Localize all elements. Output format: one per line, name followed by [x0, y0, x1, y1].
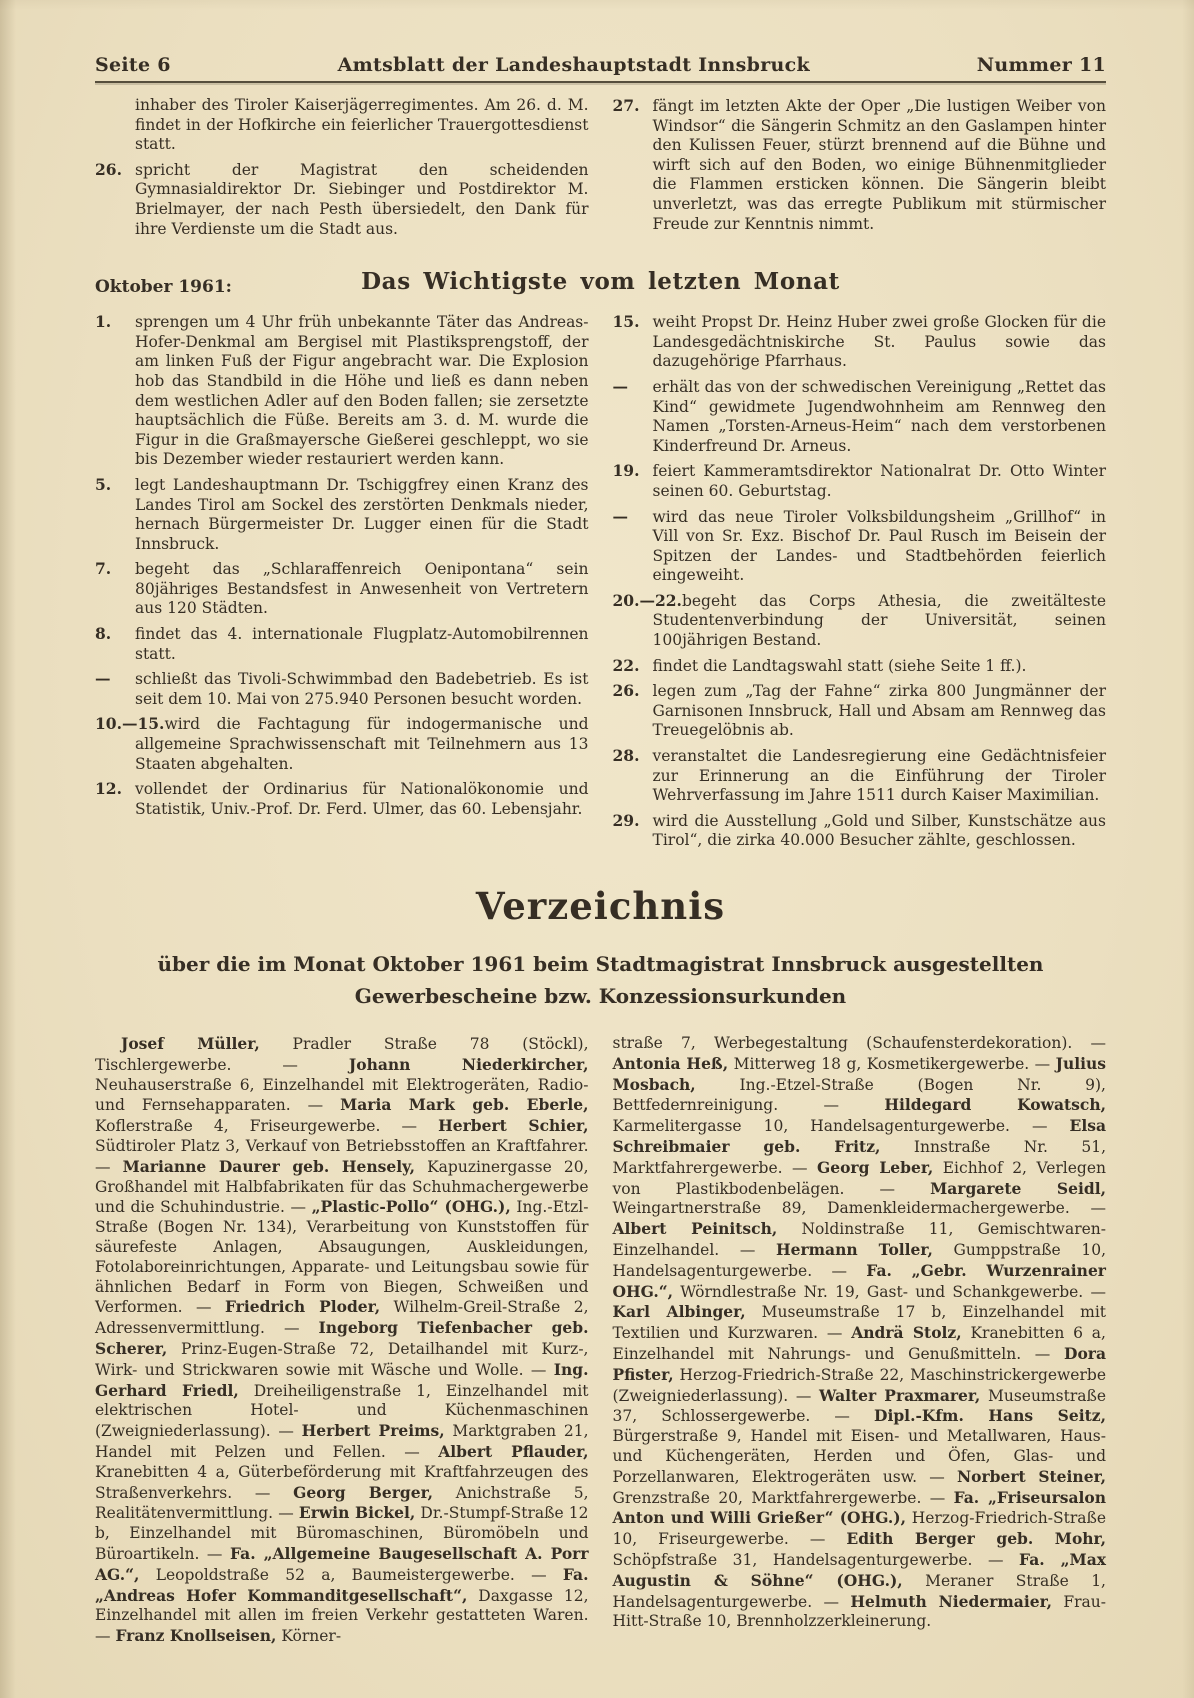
news-left-column [95, 96, 589, 244]
business-detail: Herzog-Friedrich-Straße 22, Maschinstrickergewerbe (Zweigniederlassung). — [612, 1365, 1106, 1405]
business-detail: Mitterweg 18 g, Kosmetikergewerbe. — [728, 1054, 1056, 1073]
event-item [613, 507, 1107, 586]
business-detail: Ing.-Etzel-Straße (Bogen Nr. 9), Bettfedernreinigung. — [612, 1075, 1106, 1115]
business-detail: Kapuzinergasse 20, Großhandel mit Halbfabrikaten für das Schuhmachergewerbe und die Schuhindustrie. — [95, 1157, 589, 1217]
business-detail: Meraner Straße 1, Handelsagenturgewerbe. — [612, 1571, 1106, 1611]
event-number: — [612, 376, 628, 396]
register-right-column [613, 1034, 1107, 1647]
event-item [95, 559, 589, 619]
business-detail: Marktgraben 21, Handel mit Pelzen und Fellen. — [95, 1422, 589, 1461]
events-left-column [95, 312, 589, 856]
event-text: fängt im letzten Akte der Oper „Die lustigen Weiber von Windsor“ die Sängerin Schmitz an den Gaslampen hinter den Kulissen Feuer, stürzt brennend auf die Bühne und wirft sich auf den Boden, wo einige Bühnenmitglieder die Flammen ersticken können. Die Sängerin bleibt unverletzt, was das erregte Publikum mit stürmischer Freude zur Kenntnis nimmt. [652, 97, 1106, 233]
business-detail: Körner- [276, 1627, 342, 1646]
event-text: wird die Ausstellung „Gold und Silber, Kunstschätze aus Tirol“, die zirka 40.000 Besucher zählte, geschlossen. [652, 811, 1106, 850]
business-detail: Bürgerstraße 9, Handel mit Eisen- und Metallwaren, Haus- und Küchengeräten, Herden und Öfen, Glas- und Porzellanwaren, Elektrogeräten usw. — [612, 1427, 1106, 1486]
event-text: spricht der Magistrat den scheidenden Gymnasialdirektor Dr. Siebinger und Postdirektor M. Brielmayer, der nach Pesth übersiedelt, den Dank für ihre Verdienste um die Stadt aus. [135, 160, 589, 238]
business-name: Herbert Preims, [301, 1421, 445, 1441]
event-text: feiert Kammeramtsdirektor Nationalrat Dr. Otto Winter seinen 60. Geburtstag. [652, 462, 1106, 500]
event-item [95, 669, 589, 709]
business-name: Johann Niederkircher, [348, 1054, 589, 1074]
event-item [95, 779, 589, 819]
business-name: Andrä Stolz, [851, 1323, 962, 1343]
event-text: wird das neue Tiroler Volksbildungsheim „Grillhof“ in Vill von Sr. Exz. Bischof Dr. Paul Rusch im Beisein der Spitzen der Landes- und Stadtbehörden feierlich eingeweiht. [652, 507, 1106, 585]
event-text: begeht das Corps Athesia, die zweitälteste Studentenverbindung der Universität, seinen 100jährigen Bestand. [652, 591, 1106, 650]
business-detail: Wilhelm-Greil-Straße 2, Adressenvermittlung. — [95, 1298, 589, 1338]
business-name: Hermann Toller, [775, 1239, 933, 1259]
event-number: 22. [612, 655, 640, 675]
month-label: Oktober 1961: [95, 277, 232, 298]
events-right-column [613, 312, 1107, 856]
event-number: 5. [95, 474, 112, 494]
business-detail: Frau-Hitt-Straße 10, Brennholzzerkleinerung. [612, 1592, 1106, 1631]
business-detail: Noldinstraße 11, Gemischtwaren-Einzelhandel. — [612, 1220, 1106, 1259]
event-number: 12. [95, 779, 122, 799]
business-detail: Daxgasse 12, Einzelhandel mit allen im freien Verkehr gestatteten Waren. — [95, 1586, 589, 1646]
business-detail: Ing.-Etzl-Straße (Bogen Nr. 134), Verarbeitung von Kunststoffen für säurefeste Anlagen, Absaugungen, Auskleidungen, Fotolaboreinrichtungen, Apparate- und Leitungsbau sowie für ähnlichen Bedarf in Form von Biegen, Schweißen und Verformen. — [95, 1198, 589, 1317]
news-right-column [613, 96, 1107, 244]
business-detail: straße 7, Werbegestaltung (Schaufensterdekoration). — [612, 1034, 1106, 1052]
business-detail: Weingartnerstraße 89, Damenkleidermachergewerbe. — [612, 1199, 1106, 1218]
event-number: 26. [95, 159, 122, 179]
event-text: erhält das von der schwedischen Vereinigung „Rettet das Kind“ gewidmete Jugendwohnheim am Rennweg den Namen „Torsten-Arneus-Heim“ nach dem verstorbenen Kinderfreund Dr. Arneus. [652, 377, 1106, 455]
event-number: 20.—22. [612, 590, 682, 610]
event-text: veranstaltet die Landesregierung eine Gedächtnisfeier zur Erinnerung an die Einführung der Tiroler Wehrverfassung im Jahre 1511 durch Kaiser Maximilian. [652, 747, 1106, 805]
business-detail: Prinz-Eugen-Straße 72, Detailhandel mit Kurz-, Wirk- und Strickwaren sowie mit Wäsche und Wolle. — [95, 1339, 589, 1379]
business-name: Fa. „Allgemeine Baugesellschaft A. Porr AG.“, [95, 1543, 589, 1584]
business-detail: Neuhauserstraße 6, Einzelhandel mit Elektrogeräten, Radio- und Fernsehapparaten. — [95, 1075, 589, 1115]
business-detail: Museumstraße 37, Schlossergewerbe. — [612, 1386, 1106, 1426]
event-number: 28. [612, 746, 640, 766]
event-number: 26. [612, 681, 640, 701]
business-name: Ing. Gerhard Friedl, [95, 1359, 589, 1400]
business-name: Julius Mosbach, [612, 1053, 1106, 1094]
event-text: weiht Propst Dr. Heinz Huber zwei große Glocken für die Landesgedächtniskirche St. Paulus sowie das dazugehörige Pfarrhaus. [652, 313, 1106, 371]
event-text: findet das 4. internationale Flugplatz-Automobilrennen statt. [135, 625, 589, 663]
business-name: Maria Mark geb. Eberle, [340, 1095, 589, 1115]
event-number: 8. [95, 624, 112, 644]
business-detail: Dreiheiligenstraße 1, Einzelhandel mit elektrischen Hotel- und Küchenmaschinen (Zweigniederlassung). — [95, 1381, 589, 1441]
event-item [613, 377, 1107, 456]
business-name: Antonia Heß, [612, 1053, 729, 1073]
event-item [613, 312, 1107, 372]
business-detail: Koflerstraße 4, Friseurgewerbe. — [95, 1117, 439, 1136]
event-number: 15. [612, 312, 640, 332]
business-detail: Leopoldstraße 52 a, Baumeistergewerbe. — [139, 1565, 563, 1584]
business-name: Franz Knollseisen, [115, 1626, 277, 1646]
page-header [95, 54, 1106, 76]
business-name: Josef Müller, [121, 1034, 260, 1053]
event-item [613, 591, 1107, 651]
business-name: Helmuth Niedermaier, [850, 1591, 1053, 1611]
business-register-section [95, 1034, 1106, 1647]
business-name: Georg Leber, [817, 1157, 934, 1177]
business-name: Fa. „Friseursalon Anton und Willi Grießer“ (OHG.), [612, 1487, 1106, 1528]
business-detail: Südtiroler Platz 3, Verkauf von Betriebsstoffen an Kraftfahrer. — [95, 1136, 589, 1176]
event-item [613, 461, 1107, 501]
business-name: Marianne Daurer geb. Hensely, [122, 1156, 416, 1176]
business-name: Albert Pflauder, [438, 1441, 589, 1461]
business-detail: Gumppstraße 10, Handelsagenturgewerbe. — [612, 1240, 1106, 1280]
business-name: Dipl.-Kfm. Hans Seitz, [874, 1406, 1106, 1426]
event-number: — [612, 506, 628, 526]
event-number: 29. [612, 810, 640, 830]
page-number-label: Seite 6 [95, 54, 171, 76]
business-name: Norbert Steiner, [956, 1466, 1107, 1486]
event-item [95, 475, 589, 554]
business-detail: Herzog-Friedrich-Straße 10, Friseurgewerbe. — [612, 1509, 1106, 1549]
event-item [95, 96, 589, 155]
business-detail: Schöpfstraße 31, Handelsagenturgewerbe. — [612, 1550, 1020, 1569]
business-detail: Museumstraße 17 b, Einzelhandel mit Textilien und Kurzwaren. — [612, 1303, 1106, 1343]
business-detail: Kranebitten 4 a, Güterbeförderung mit Kraftfahrzeugen des Straßenverkehrs. — [95, 1462, 589, 1502]
business-name: Friedrich Ploder, [224, 1297, 381, 1317]
business-name: Dora Pfister, [612, 1343, 1106, 1384]
business-detail: Innstraße Nr. 51, Marktfahrergewerbe. — [612, 1137, 1107, 1177]
business-name: Herbert Schier, [438, 1116, 589, 1136]
event-number: 10.—15. [95, 714, 165, 734]
monthly-events-section [95, 312, 1106, 856]
business-detail: Dr.-Stumpf-Straße 12 b, Einzelhandel mit Büromaschinen, Büromöbeln und Büroartikeln. — [95, 1504, 589, 1563]
event-text: vollendet der Ordinarius für Nationalökonomie und Statistik, Univ.-Prof. Dr. Ferd. Ulmer, das 60. Lebensjahr. [135, 780, 589, 818]
business-name: Fa. „Gebr. Wurzenrainer OHG.“, [612, 1260, 1106, 1301]
register-subtitle-line1: über die im Monat Oktober 1961 beim Stadtmagistrat Innsbruck ausgestellten [157, 952, 1044, 976]
register-left-column [95, 1034, 589, 1647]
continued-news-section [95, 96, 1106, 244]
event-item [613, 656, 1107, 677]
event-text: findet die Landtagswahl statt (siehe Seite 1 ff.). [652, 656, 1027, 675]
business-detail: Wörndlestraße Nr. 19, Gast- und Schankgewerbe. — [673, 1282, 1106, 1301]
event-text: inhaber des Tiroler Kaiserjägerregimentes. Am 26. d. M. findet in der Hofkirche ein feierlicher Trauergottesdienst statt. [135, 96, 589, 154]
event-text: wird die Fachtagung für indogermanische und allgemeine Sprachwissenschaft mit Teilnehmern aus 13 Staaten abgehalten. [135, 715, 589, 773]
business-name: Georg Berger, [293, 1482, 434, 1502]
monthly-heading: Das Wichtigste vom letzten Monat [361, 268, 840, 296]
event-text: legen zum „Tag der Fahne“ zirka 800 Jungmänner der Garnisonen Innsbruck, Hall und Absam am Rennweg das Treuegelöbnis ab. [652, 682, 1106, 740]
business-name: Walter Praxmarer, [819, 1385, 981, 1405]
business-name: Erwin Bickel, [298, 1503, 416, 1523]
business-name: Edith Berger geb. Mohr, [846, 1529, 1106, 1549]
business-detail: Karmelitergasse 10, Handelsagenturgewerbe. — [612, 1117, 1070, 1136]
business-name: Fa. „Andreas Hofer Kommanditgesellschaft“, [95, 1564, 589, 1605]
event-item [613, 681, 1107, 741]
business-detail: Anichstraße 5, Realitätenvermittlung. — [95, 1483, 589, 1523]
business-detail: Pradler Straße 78 (Stöckl), Tischlergewerbe. — [95, 1035, 589, 1074]
business-name: Hildegard Kowatsch, [884, 1095, 1106, 1115]
business-name: Ingeborg Tiefenbacher geb. Scherer, [95, 1318, 589, 1358]
event-text: sprengen um 4 Uhr früh unbekannte Täter das Andreas-Hofer-Denkmal am Bergisel mit Plastiksprengstoff, der am linken Fuß der Figur angebracht war. Die Explosion hob das Standbild in die Höhe und ließ es dann neben dem westlichen Adler auf den Boden fallen; sie zersetzte hauptsächlich die Füße. Bereits am 3. d. M. wurde die Figur in die Graßmayersche Gießerei geschleppt, wo sie bis Dezember wieder restauriert werden kann. [135, 313, 589, 469]
event-number: 7. [95, 559, 112, 579]
business-detail: Eichhof 2, Verlegen von Plastikbodenbelägen. — [612, 1158, 1107, 1198]
event-text: begeht das „Schlaraffenreich Oenipontana“ sein 80jähriges Bestandsfest in Anwesenheit von Vertretern aus 120 Städten. [135, 560, 589, 618]
event-item [613, 746, 1107, 806]
event-item [95, 624, 589, 664]
issue-number-label: Nummer 11 [976, 54, 1106, 76]
business-name: Albert Peinitsch, [612, 1219, 778, 1239]
event-item [613, 811, 1107, 851]
business-name: Fa. „Max Augustin & Söhne“ (OHG.), [612, 1549, 1106, 1590]
monthly-section-header [95, 268, 1106, 298]
masthead-title: Amtsblatt der Landeshauptstadt Innsbruck [337, 54, 810, 76]
event-text: legt Landeshauptmann Dr. Tschiggfrey einen Kranz des Landes Tirol am Sockel des zerstörten Denkmals nieder, hernach Bürgermeister Dr. Lugger einen für die Stadt Innsbruck. [135, 475, 589, 553]
event-number: — [95, 669, 111, 689]
event-text: schließt das Tivoli-Schwimmbad den Badebetrieb. Es ist seit dem 10. Mai von 275.940 Personen besucht worden. [135, 670, 589, 708]
header-rule [95, 81, 1106, 83]
business-name: Karl Albinger, [612, 1302, 746, 1322]
event-item [613, 96, 1107, 234]
business-detail: Grenzstraße 20, Marktfahrergewerbe. — [612, 1488, 954, 1507]
business-name: Elsa Schreibmaier geb. Fritz, [612, 1116, 1106, 1156]
business-detail: Kranebitten 6 a, Einzelhandel mit Nahrungs- und Genußmitteln. — [612, 1324, 1106, 1363]
business-name: Margarete Seidl, [930, 1178, 1106, 1198]
event-item [95, 160, 589, 239]
event-item [95, 714, 589, 774]
event-number: 1. [95, 312, 112, 332]
event-number: 19. [612, 461, 640, 481]
register-subtitle [105, 948, 1096, 1012]
event-item [95, 312, 589, 470]
business-name: „Plastic-Pollo“ (OHG.), [311, 1197, 511, 1217]
register-subtitle-line2: Gewerbescheine bzw. Konzessionsurkunden [354, 984, 847, 1008]
event-number: 27. [612, 96, 640, 115]
register-heading: Verzeichnis [475, 884, 726, 928]
